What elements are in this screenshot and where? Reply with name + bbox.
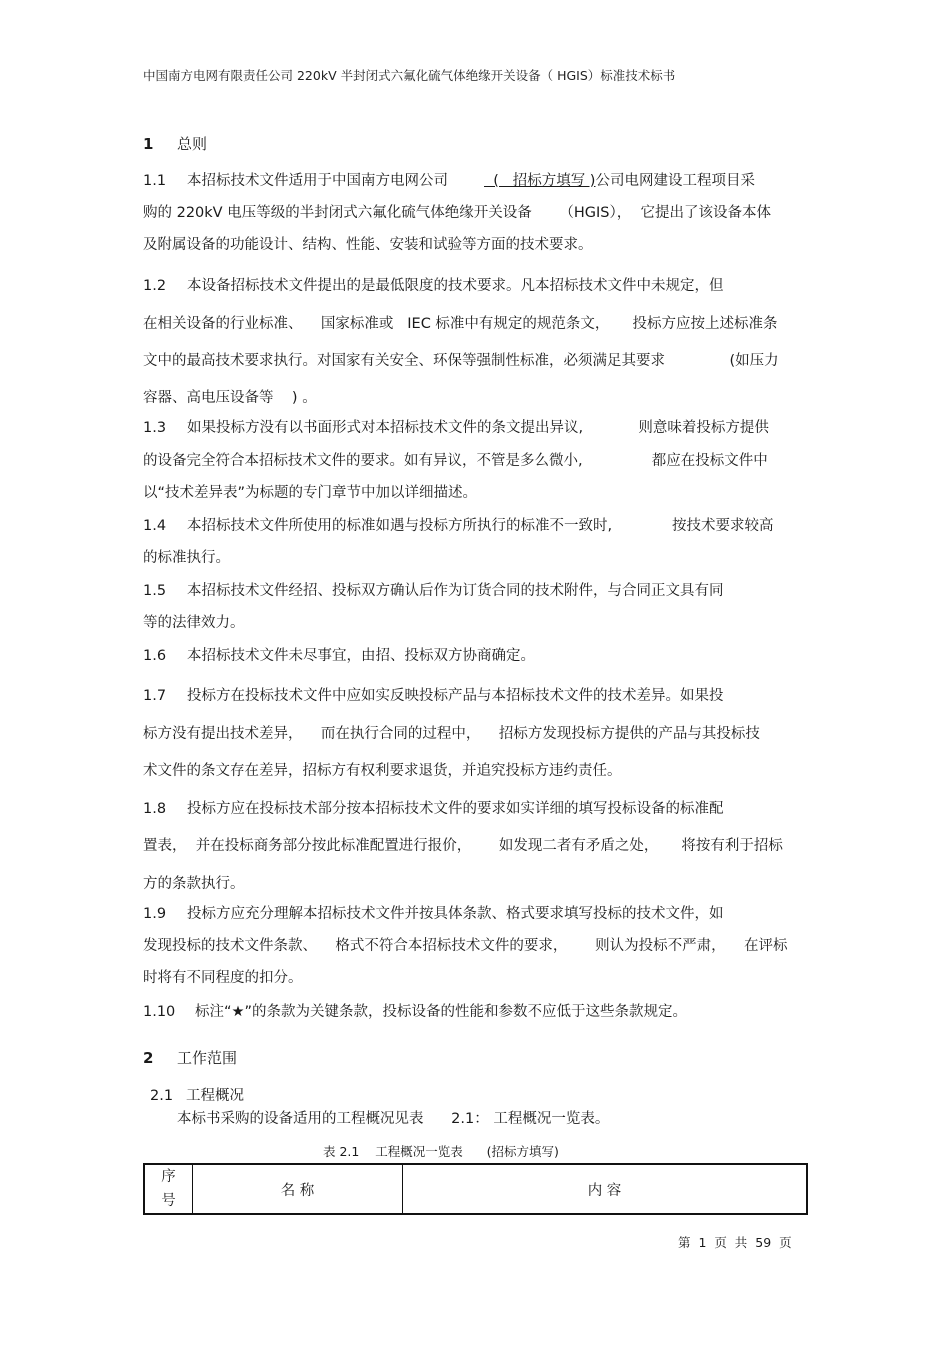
clause-1-5-line-2: 等的法律效力。 bbox=[143, 615, 245, 631]
clause-1-1-line-3: 及附属设备的功能设计、结构、性能、安装和试验等方面的技术要求。 bbox=[143, 237, 593, 253]
clause-text: 本招标技术文件所使用的标准如遇与投标方所执行的标准不一致时, 按技术要求较高 bbox=[187, 518, 774, 534]
subsection-number: 2.1 bbox=[150, 1088, 174, 1104]
section-number: 2 bbox=[143, 1049, 154, 1067]
clause-number: 1.6 bbox=[143, 648, 167, 664]
clause-number: 1.7 bbox=[143, 688, 167, 704]
clause-1-9-line-1 bbox=[143, 902, 724, 923]
section-1-heading bbox=[143, 133, 207, 154]
clause-1-9-line-2: 发现投标的技术文件条款、 格式不符合本招标技术文件的要求， 则认为投标不严肃， 在评标 bbox=[143, 938, 788, 954]
clause-1-7-line-2: 标方没有提出技术差异， 而在执行合同的过程中， 招标方发现投标方提供的产品与其投标技 bbox=[143, 726, 760, 742]
clause-1-8-line-1 bbox=[143, 797, 724, 818]
clause-1-1-line-1 bbox=[143, 169, 755, 190]
section-title: 总则 bbox=[177, 135, 208, 153]
clause-1-1-line-2: 购的 220kV 电压等级的半封闭式六氟化硫气体绝缘开关设备 （HGIS）， 它提出了该设备本体 bbox=[143, 205, 771, 221]
clause-1-2-line-2: 在相关设备的行业标准、 国家标准或 IEC 标准中有规定的规范条文， 投标方应按上述标准条 bbox=[143, 316, 778, 332]
clause-number: 1.4 bbox=[143, 518, 167, 534]
table-header-row bbox=[144, 1164, 807, 1214]
clause-number: 1.2 bbox=[143, 278, 167, 294]
clause-text: 本招标技术文件适用于中国南方电网公司 bbox=[187, 173, 448, 189]
clause-1-3-line-3: 以“技术差异表”为标题的专门章节中加以详细描述。 bbox=[143, 485, 478, 501]
section-number: 1 bbox=[143, 135, 154, 153]
clause-1-7-line-3: 术文件的条文存在差异，招标方有权利要求退货，并追究投标方违约责任。 bbox=[143, 763, 622, 779]
table-caption: 表 2.1 工程概况一览表 (招标方填写) bbox=[323, 1144, 559, 1159]
clause-number: 1.9 bbox=[143, 906, 167, 922]
clause-1-10-line-1 bbox=[143, 1000, 687, 1021]
clause-1-6-line-1 bbox=[143, 644, 535, 665]
clause-number: 1.10 bbox=[143, 1004, 176, 1020]
clause-number: 1.8 bbox=[143, 801, 167, 817]
page-footer: 第 1 页 共 59 页 bbox=[678, 1235, 792, 1250]
clause-number: 1.3 bbox=[143, 420, 167, 436]
column-header-content: 内 容 bbox=[403, 1164, 808, 1214]
clause-text: 投标方应在投标技术部分按本招标技术文件的要求如实详细的填写投标设备的标准配 bbox=[187, 801, 724, 817]
clause-text: 投标方应充分理解本招标技术文件并按具体条款、格式要求填写投标的技术文件，如 bbox=[187, 906, 724, 922]
clause-1-9-line-3: 时将有不同程度的扣分。 bbox=[143, 970, 303, 986]
column-header-name: 名 称 bbox=[193, 1164, 403, 1214]
clause-1-4-line-2: 的标准执行。 bbox=[143, 550, 230, 566]
clause-text: 本招标技术文件经招、投标双方确认后作为订货合同的技术附件，与合同正文具有同 bbox=[187, 583, 724, 599]
subsection-2-1-heading bbox=[150, 1084, 244, 1105]
subsection-2-1-body: 本标书采购的设备适用的工程概况见表 2.1： 工程概况一览表。 bbox=[177, 1111, 610, 1127]
clause-1-4-line-1 bbox=[143, 514, 774, 535]
fill-in-blank: ( 招标方填写 ) bbox=[484, 173, 596, 189]
clause-1-8-line-3: 方的条款执行。 bbox=[143, 876, 245, 892]
project-overview-table bbox=[143, 1163, 808, 1215]
section-title: 工作范围 bbox=[177, 1049, 238, 1067]
section-2-heading bbox=[143, 1047, 237, 1068]
clause-text: 标注“★”的条款为关键条款，投标设备的性能和参数不应低于这些条款规定。 bbox=[195, 1004, 688, 1020]
clause-1-3-line-2: 的设备完全符合本招标技术文件的要求。如有异议，不管是多么微小, 都应在投标文件中 bbox=[143, 453, 768, 469]
page-header: 中国南方电网有限责任公司 220kV 半封闭式六氟化硫气体绝缘开关设备（ HGIS）标准技术标书 bbox=[143, 68, 676, 83]
clause-1-2-line-3: 文中的最高技术要求执行。对国家有关安全、环保等强制性标准，必须满足其要求 (如压力 bbox=[143, 353, 779, 369]
clause-text: 如果投标方没有以书面形式对本招标技术文件的条文提出异议, 则意味着投标方提供 bbox=[187, 420, 769, 436]
clause-1-8-line-2: 置表， 并在投标商务部分按此标准配置进行报价， 如发现二者有矛盾之处， 将按有利于招标 bbox=[143, 838, 783, 854]
clause-number: 1.1 bbox=[143, 173, 167, 189]
clause-text: 本招标技术文件未尽事宜，由招、投标双方协商确定。 bbox=[187, 648, 535, 664]
column-header-index: 序 号 bbox=[144, 1164, 193, 1214]
clause-text: 公司电网建设工程项目采 bbox=[595, 173, 755, 189]
clause-1-2-line-1 bbox=[143, 274, 724, 295]
clause-1-3-line-1 bbox=[143, 416, 769, 437]
subsection-title: 工程概况 bbox=[186, 1088, 244, 1104]
clause-1-5-line-1 bbox=[143, 579, 724, 600]
clause-number: 1.5 bbox=[143, 583, 167, 599]
clause-text: 本设备招标技术文件提出的是最低限度的技术要求。凡本招标技术文件中未规定，但 bbox=[187, 278, 724, 294]
clause-text: 投标方在投标技术文件中应如实反映投标产品与本招标技术文件的技术差异。如果投 bbox=[187, 688, 724, 704]
clause-1-2-line-4: 容器、高电压设备等 ) 。 bbox=[143, 390, 317, 406]
clause-1-7-line-1 bbox=[143, 684, 724, 705]
